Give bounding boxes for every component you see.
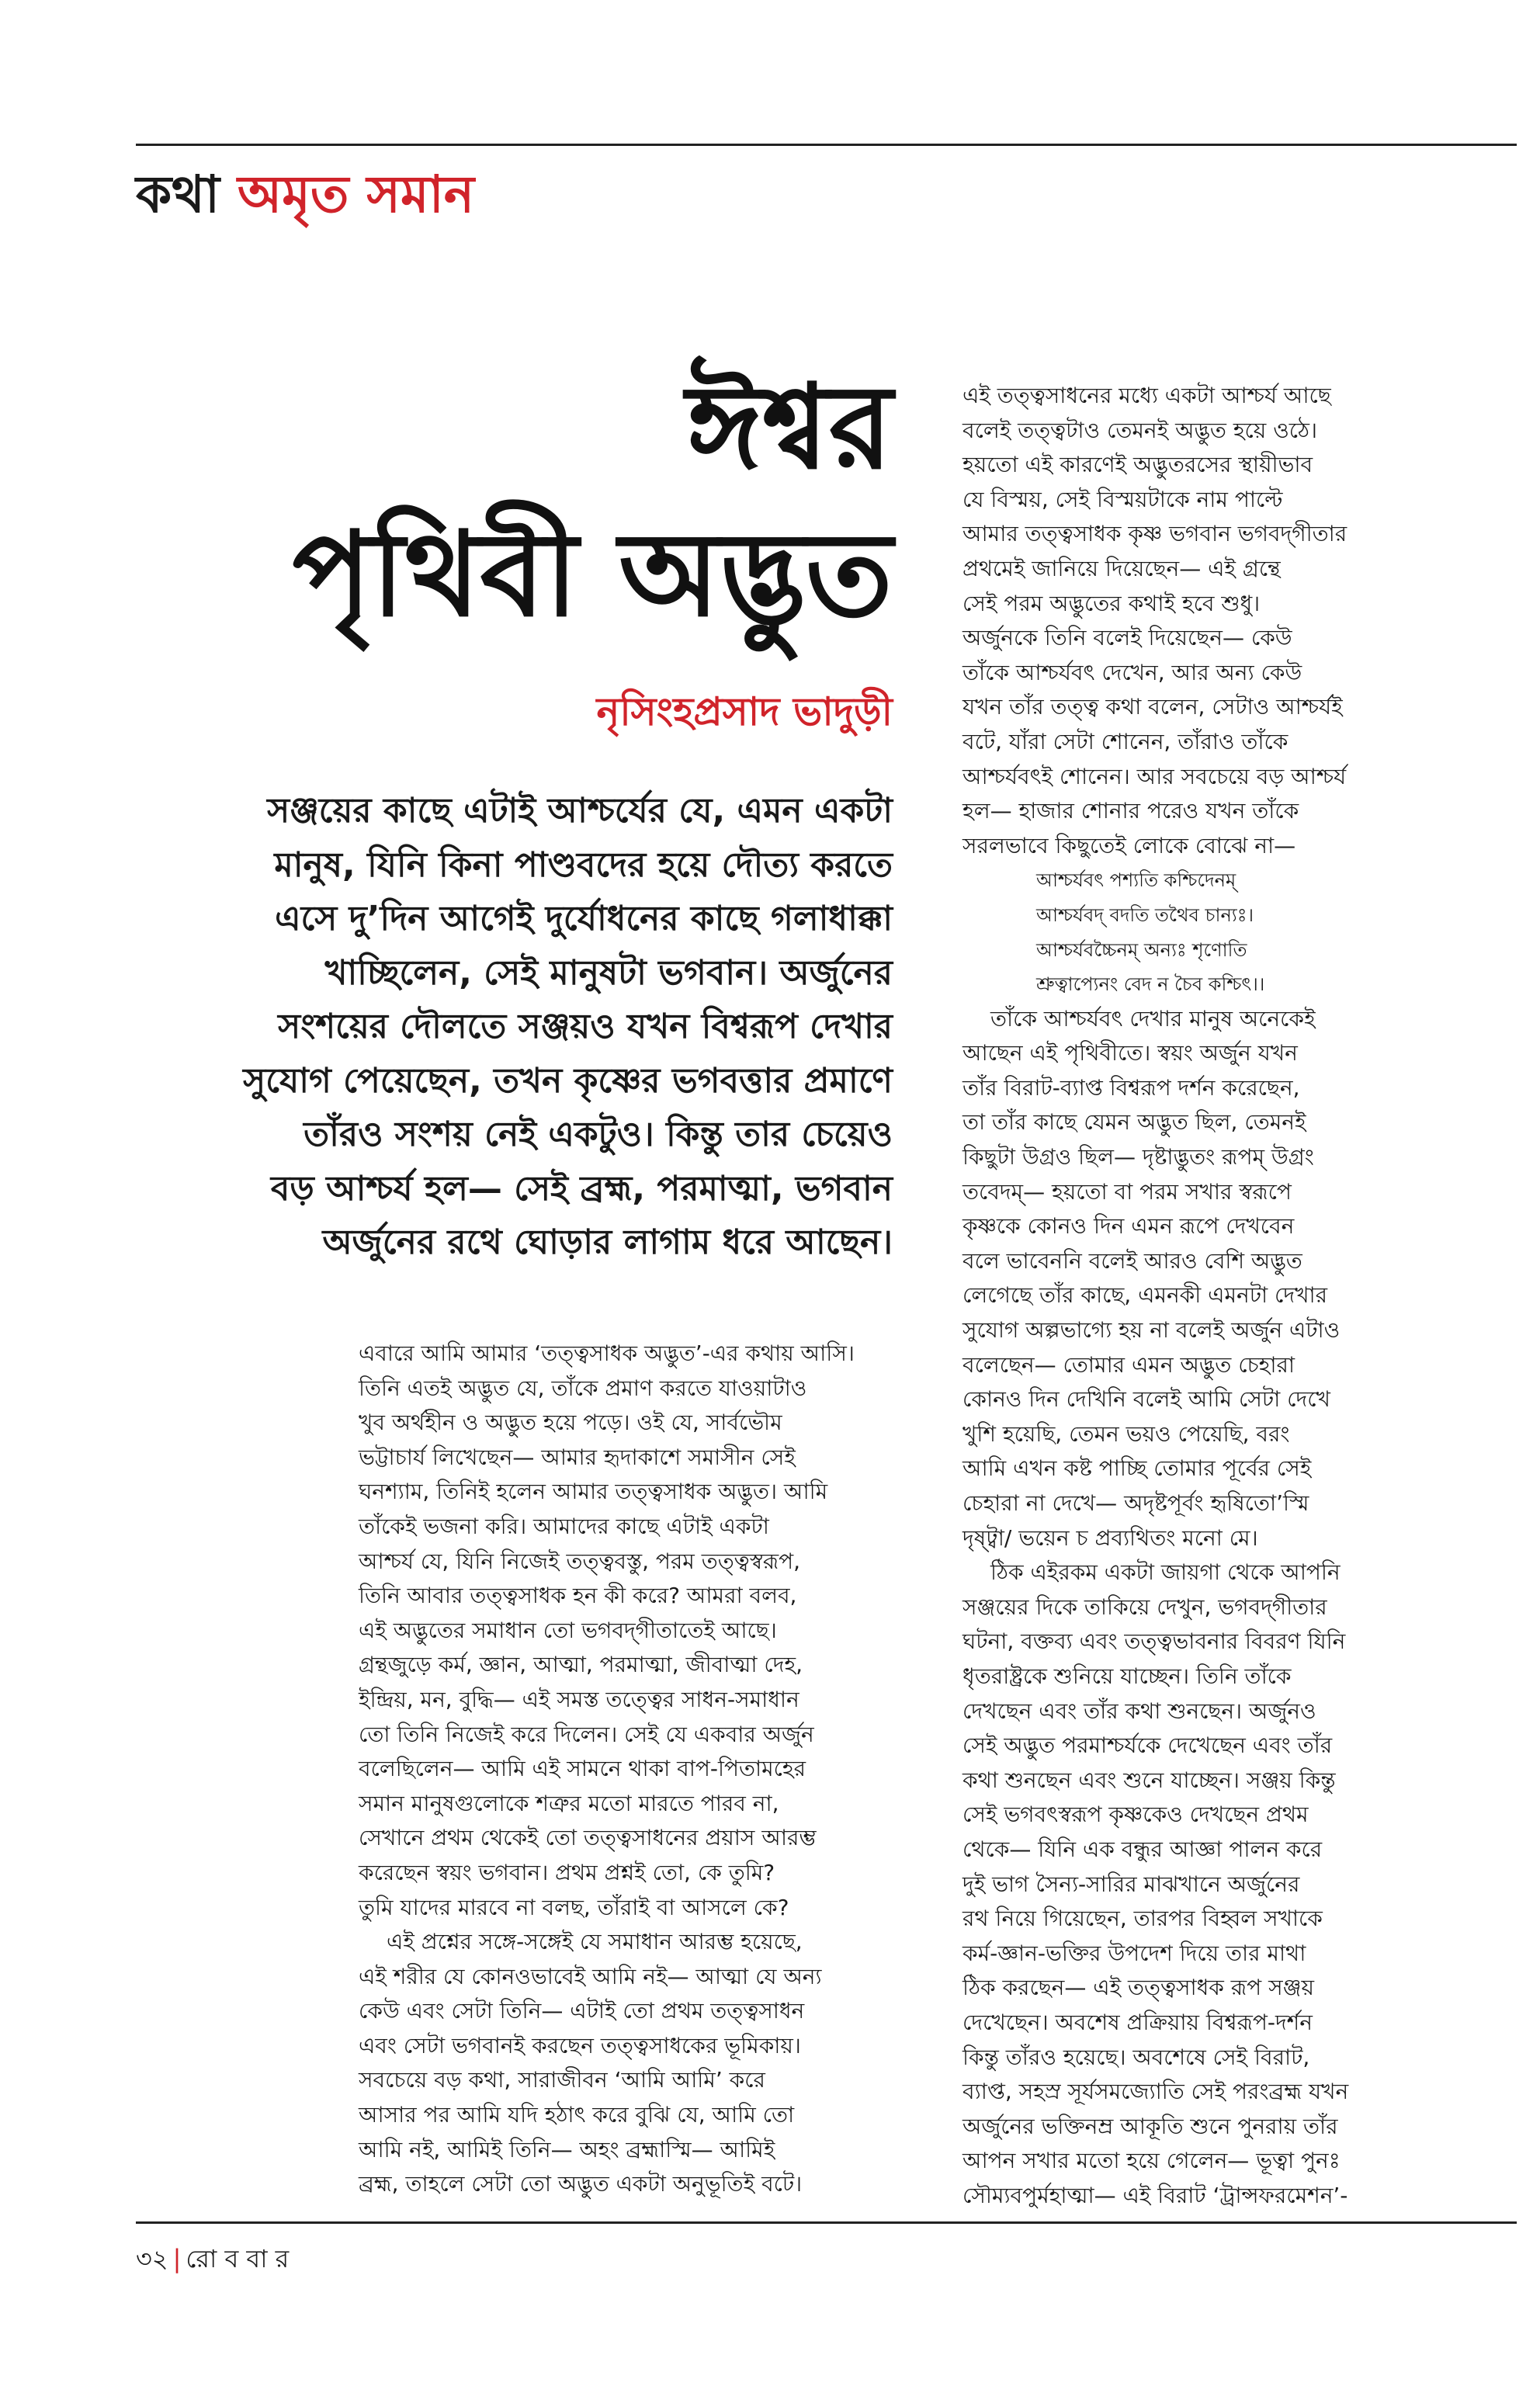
text-line: আমার তত্ত্বসাধক কৃষ্ণ ভগবান ভগবদ্‌গীতার	[962, 521, 1348, 547]
text-line: খাচ্ছিলেন, সেই মানুষটা ভগবান। অর্জুনের	[324, 952, 893, 993]
text-line: ভট্টাচার্য লিখেছেন— আমার হৃদাকাশে সমাসীন সেই	[359, 1444, 796, 1470]
text-line: অর্জুনের ভক্তিনম্র আকূতি শুনে পুনরায় তাঁর	[962, 2113, 1338, 2139]
text-line: আছেন এই পৃথিবীতে। স্বয়ং অর্জুন যখন	[962, 1040, 1298, 1066]
text-line: সেই ভগবৎস্বরূপ কৃষ্ণকেও দেখছেন প্রথম	[962, 1802, 1309, 1828]
text-line: সেই অদ্ভুত পরমাশ্চর্যকে দেখেছেন এবং তাঁর	[962, 1732, 1333, 1759]
text-line: সরলভাবে কিছুতেই লোকে বোঝে না—	[962, 832, 1296, 858]
section-word-red: অমৃত সমান	[238, 165, 475, 224]
text-line: রথ নিয়ে গিয়েছেন, তারপর বিহ্বল সখাকে	[962, 1906, 1323, 1932]
text-line: সুযোগ পেয়েছেন, তখন কৃষ্ণের ভগবত্তার প্রমাণে	[243, 1060, 893, 1101]
article-headline	[293, 353, 893, 648]
text-line: ইন্দ্রিয়, মন, বুদ্ধি— এই সমস্ত তত্ত্বের সাধন-সমাধান	[359, 1686, 799, 1712]
text-line: এবারে আমি আমার ‘তত্ত্বসাধক অদ্ভুত’-এর কথায় আসি।	[359, 1340, 855, 1366]
text-line: তাঁকেই ভজনা করি। আমাদের কাছে এটাই একটা	[359, 1513, 769, 1539]
headline-line-2: পৃথিবী অদ্ভুত	[292, 506, 893, 643]
text-line: বলে ভাবেননি বলেই আরও বেশি অদ্ভুত	[962, 1247, 1302, 1274]
text-line: তাঁকে আশ্চর্যবৎ দেখেন, আর অন্য কেউ	[962, 659, 1302, 685]
text-line: সঞ্জয়ের কাছে এটাই আশ্চর্যের যে, এমন একটা	[267, 791, 893, 831]
text-line: আশ্চর্যবদ্ বদতি তথৈব চান্যঃ।	[1036, 903, 1254, 926]
text-line: আশ্চর্যবৎই শোনেন। আর সবচেয়ে বড় আশ্চর্য	[962, 763, 1347, 789]
text-line: ব্যাপ্ত, সহস্র সূর্যসমজ্যোতি সেই পরংব্রহ্ম যখন	[962, 2079, 1349, 2105]
text-line: সেখানে প্রথম থেকেই তো তত্ত্বসাধনের প্রয়াস আরম্ভ	[359, 1825, 817, 1851]
lead-paragraph	[179, 784, 893, 1270]
text-line: ঘনশ্যাম, তিনিই হলেন আমার তত্ত্বসাধক অদ্ভুত। আমি	[359, 1479, 828, 1505]
text-line: তিনি এতই অদ্ভুত যে, তাঁকে প্রমাণ করতে যাওয়াটাও	[359, 1375, 807, 1401]
top-divider	[136, 144, 1517, 146]
text-line: এবং সেটা ভগবানই করছেন তত্ত্বসাধকের ভূমিকায়।	[359, 2032, 801, 2058]
text-line: তিনি আবার তত্ত্বসাধক হন কী করে? আমরা বলব,	[359, 1583, 797, 1609]
text-line: বটে, যাঁরা সেটা শোনেন, তাঁরাও তাঁকে	[962, 728, 1289, 754]
text-line: শ্রুত্বাপ্যেনং বেদ ন চৈব কশ্চিৎ।।	[1036, 973, 1265, 996]
text-line: এসে দু’দিন আগেই দুর্যোধনের কাছে গলাধাক্কা	[275, 899, 893, 938]
text-line: সৌম্যবপুর্মহাত্মা— এই বিরাট ‘ট্রান্সফরমেশন’-	[962, 2182, 1348, 2208]
text-line: এই প্রশ্নের সঙ্গে-সঙ্গেই যে সমাধান আরম্ভ হয়েছে,	[387, 1929, 803, 1955]
text-line: যে বিস্ময়, সেই বিস্ময়টাকে নাম পাল্টে	[962, 486, 1283, 512]
text-line: দেখছেন এবং তাঁর কথা শুনছেন। অর্জুনও	[962, 1698, 1316, 1724]
text-line: বলেছেন— তোমার এমন অদ্ভুত চেহারা	[962, 1351, 1295, 1378]
text-line: চেহারা না দেখে— অদৃষ্টপূর্বং হৃষিতো’স্মি	[962, 1490, 1309, 1516]
magazine-name: রো ব বা র	[186, 2244, 290, 2273]
author-byline: নৃসিংহপ্রসাদ ভাদুড়ী	[596, 689, 893, 734]
text-line: ঘটনা, বক্তব্য এবং তত্ত্বভাবনার বিবরণ যিনি	[962, 1628, 1346, 1655]
text-line: মানুষ, যিনি কিনা পাণ্ডবদের হয়ে দৌত্য করতে	[274, 844, 893, 885]
text-line: তাঁকে আশ্চর্যবৎ দেখার মানুষ অনেকেই	[990, 1005, 1316, 1032]
text-line: খুশি হয়েছি, তেমন ভয়ও পেয়েছি, বরং	[962, 1420, 1290, 1447]
text-line: কর্ম-জ্ঞান-ভক্তির উপদেশ দিয়ে তার মাথা	[962, 1940, 1306, 1966]
text-line: ঠিক এইরকম একটা জায়গা থেকে আপনি	[990, 1559, 1341, 1586]
text-line: থেকে— যিনি এক বন্ধুর আজ্ঞা পালন করে	[962, 1836, 1323, 1862]
text-line: করেছেন স্বয়ং ভগবান। প্রথম প্রশ্নই তো, কে তুমি?	[359, 1859, 775, 1885]
text-line: এই তত্ত্বসাধনের মধ্যে একটা আশ্চর্য আছে	[962, 383, 1331, 408]
text-line: আশ্চর্যবৎ পশ্যতি কশ্চিদেনম্	[1036, 869, 1237, 892]
text-line: তবেদম্— হয়তো বা পরম সখার স্বরূপে	[962, 1178, 1292, 1205]
text-line: ধৃতরাষ্ট্রকে শুনিয়ে যাচ্ছেন। তিনি তাঁকে	[962, 1663, 1292, 1689]
text-line: অর্জুনকে তিনি বলেই দিয়েছেন— কেউ	[962, 625, 1292, 651]
body-column-right	[962, 379, 1428, 2213]
text-line: আমি এখন কষ্ট পাচ্ছি তোমার পূর্বের সেই	[962, 1455, 1312, 1482]
body-column-left	[359, 1337, 894, 2202]
text-line: দুই ভাগ সৈন্য-সারির মাঝখানে অর্জুনের	[962, 1871, 1300, 1897]
text-line: আমি নই, আমিই তিনি— অহং ব্রহ্মাস্মি— আমিই	[359, 2136, 775, 2162]
text-line: সুযোগ অল্পভাগ্যে হয় না বলেই অর্জুন এটাও	[962, 1317, 1341, 1344]
text-line: কেউ এবং সেটা তিনি— এটাই তো প্রথম তত্ত্বসাধন	[359, 1998, 805, 2024]
text-line: তাঁর বিরাট-ব্যাপ্ত বিশ্বরূপ দর্শন করেছেন,	[962, 1074, 1300, 1101]
page-number: ৩২	[136, 2244, 168, 2273]
text-line: অর্জুনের রথে ঘোড়ার লাগাম ধরে আছেন।	[322, 1223, 893, 1262]
text-line: যখন তাঁর তত্ত্ব কথা বলেন, সেটাও আশ্চর্যই	[962, 694, 1343, 720]
text-line: ঠিক করছেন— এই তত্ত্বসাধক রূপ সঞ্জয়	[962, 1975, 1314, 2001]
text-line: গ্রন্থজুড়ে কর্ম, জ্ঞান, আত্মা, পরমাত্মা, জীবাত্মা দেহ,	[359, 1652, 803, 1678]
text-line: তুমি যাদের মারবে না বলছ, তাঁরাই বা আসলে কে?	[359, 1894, 789, 1920]
text-line: আপন সখার মতো হয়ে গেলেন— ভূত্বা পুনঃ	[962, 2148, 1341, 2174]
footer-separator: |	[172, 2244, 182, 2273]
text-line: এই অদ্ভুতের সমাধান তো ভগবদ্‌গীতাতেই আছে।	[359, 1617, 777, 1643]
text-line: দৃষ্ট্বা/ ভয়েন চ প্রব্যথিতং মনো মে।	[962, 1524, 1258, 1551]
text-line: কথা শুনছেন এবং শুনে যাচ্ছেন। সঞ্জয় কিন্তু	[962, 1767, 1336, 1793]
text-line: লেগেছে তাঁর কাছে, এমনকী এমনটা দেখার	[962, 1282, 1327, 1309]
text-line: দেখেছেন। অবশেষ প্রক্রিয়ায় বিশ্বরূপ-দর্শন	[962, 2009, 1313, 2035]
text-line: কিছুটা উগ্রও ছিল— দৃষ্টাদ্ভুতং রূপম্ উগ্রং	[962, 1144, 1314, 1170]
text-line: তাঁরও সংশয় নেই একটুও। কিন্তু তার চেয়েও	[303, 1115, 893, 1154]
text-line: সেই পরম অদ্ভুতের কথাই হবে শুধু।	[962, 590, 1261, 616]
text-line: আশ্চর্য যে, যিনি নিজেই তত্ত্ববস্তু, পরম তত্ত্বস্বরূপ,	[359, 1548, 801, 1574]
text-line: বলেই তত্ত্বটাও তেমনই অদ্ভুত হয়ে ওঠে।	[962, 417, 1318, 443]
text-line: হল— হাজার শোনার পরেও যখন তাঁকে	[962, 798, 1299, 824]
bottom-divider	[136, 2221, 1517, 2224]
text-line: তো তিনি নিজেই করে দিলেন। সেই যে একবার অর্জুন	[359, 1721, 814, 1747]
text-line: হয়তো এই কারণেই অদ্ভুতরসের স্থায়ীভাব	[962, 452, 1313, 478]
text-line: আসার পর আমি যদি হঠাৎ করে বুঝি যে, আমি তো	[359, 2102, 795, 2128]
text-line: প্রথমেই জানিয়ে দিয়েছেন— এই গ্রন্থে	[962, 555, 1281, 581]
section-word-black: কথা	[136, 165, 220, 224]
section-header	[136, 155, 474, 241]
text-line: তা তাঁর কাছে যেমন অদ্ভুত ছিল, তেমনই	[962, 1109, 1306, 1136]
text-line: খুব অর্থহীন ও অদ্ভুত হয়ে পড়ে। ওই যে, সার্বভৌম	[359, 1410, 782, 1436]
text-line: বড় আশ্চর্য হল— সেই ব্রহ্ম, পরমাত্মা, ভগবান	[270, 1168, 893, 1209]
text-line: কৃষ্ণকে কোনও দিন এমন রূপে দেখবেন	[962, 1213, 1295, 1240]
text-line: আশ্চর্যবচ্চৈনম্ অন্যঃ শৃণোতি	[1036, 938, 1247, 961]
text-line: সবচেয়ে বড় কথা, সারাজীবন ‘আমি আমি’ করে	[359, 2067, 765, 2093]
headline-line-1: ঈশ্বর	[685, 359, 893, 495]
page-footer	[136, 2239, 289, 2281]
text-line: কোনও দিন দেখিনি বলেই আমি সেটা দেখে	[962, 1386, 1330, 1413]
text-line: সঞ্জয়ের দিকে তাকিয়ে দেখুন, ভগবদ্‌গীতার	[962, 1594, 1327, 1620]
text-line: কিন্তু তাঁরও হয়েছে। অবশেষে সেই বিরাট,	[962, 2044, 1310, 2070]
text-line: সমান মানুষগুলোকে শত্রুর মতো মারতে পারব না,	[359, 1790, 779, 1816]
text-line: সংশয়ের দৌলতে সঞ্জয়ও যখন বিশ্বরূপ দেখার	[278, 1007, 893, 1046]
text-line: এই শরীর যে কোনওভাবেই আমি নই— আত্মা যে অন্য	[359, 1963, 822, 1989]
text-line: ব্রহ্ম, তাহলে সেটা তো অদ্ভুত একটা অনুভূতিই বটে।	[359, 2171, 803, 2197]
text-line: বলেছিলেন— আমি এই সামনে থাকা বাপ-পিতামহের	[359, 1756, 806, 1782]
